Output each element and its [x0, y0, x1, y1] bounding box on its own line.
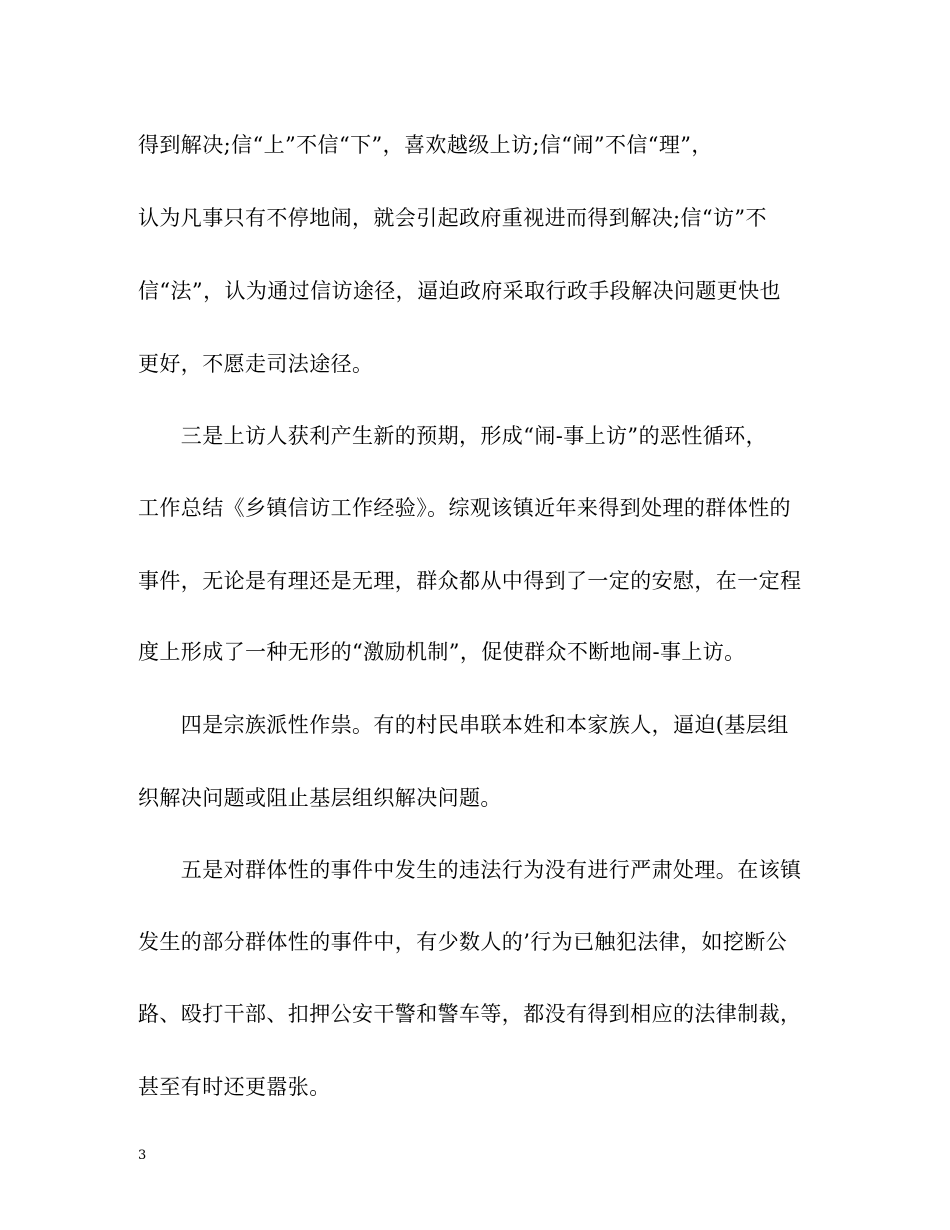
page-number: 3 — [138, 1148, 147, 1163]
text-line: 甚至有时还更嚣张。 — [138, 1075, 331, 1099]
text-line: 工作总结《乡镇信访工作经验》。综观该镇近年来得到处理的群体性的 — [138, 496, 791, 520]
paragraph-start-line: 四是宗族派性作祟。有的村民串联本姓和本家族人，逼迫(基层组 — [138, 713, 789, 737]
text-line: 事件，无论是有理还是无理，群众都从中得到了一定的安慰，在一定程 — [138, 569, 802, 593]
paragraph-start-line: 五是对群体性的事件中发生的违法行为没有进行严肃处理。在该镇 — [138, 858, 802, 882]
text-line: 认为凡事只有不停地闹，就会引起政府重视进而得到解决;信“访”不 — [138, 206, 767, 230]
text-line: 信“法”，认为通过信访途径，逼迫政府采取行政手段解决问题更快也 — [138, 279, 781, 303]
text-line: 度上形成了一种无形的“激励机制”，促使群众不断地闹-事上访。 — [138, 640, 746, 664]
text-line: 更好，不愿走司法途径。 — [138, 352, 374, 376]
paragraph-start-line: 三是上访人获利产生新的预期，形成“闹-事上访”的恶性循环， — [138, 424, 767, 448]
text-line: 发生的部分群体性的事件中，有少数人的’行为已触犯法律，如挖断公 — [138, 930, 788, 954]
text-line: 织解决问题或阻止基层组织解决问题。 — [138, 786, 502, 810]
text-line: 得到解决;信“上”不信“下”，喜欢越级上访;信“闹”不信“理”， — [138, 133, 713, 157]
text-line: 路、殴打干部、扣押公安干警和警车等，都没有得到相应的法律制裁， — [138, 1002, 802, 1026]
